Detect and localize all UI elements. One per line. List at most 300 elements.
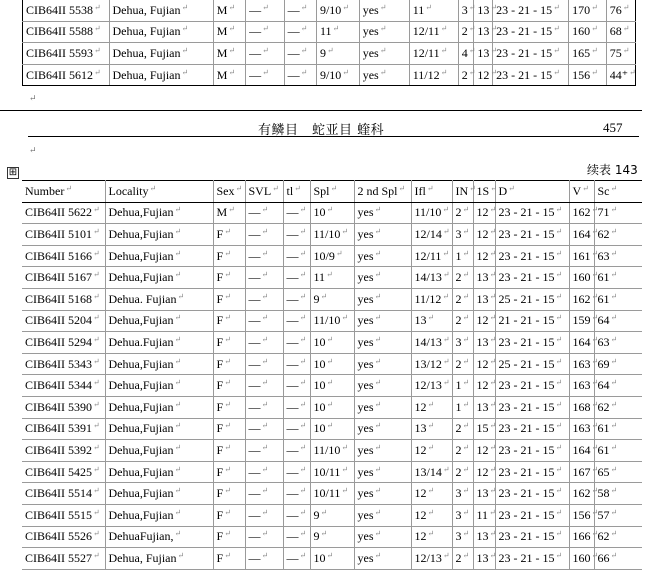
cell-end-mark: ↵ [489, 442, 497, 452]
in-cell-text: 4 [461, 45, 468, 60]
cell-end-mark: ↵ [582, 183, 589, 193]
second-spl-cell-text: yes [357, 378, 374, 393]
cell-end-mark: ↵ [228, 2, 236, 12]
cell-end-mark: ↵ [341, 313, 349, 323]
1s-cell-text: 13 [476, 334, 489, 349]
1s-column-header-text: 1S [476, 183, 490, 198]
cell-end-mark: ↵ [262, 45, 269, 55]
table-row [22, 418, 642, 440]
sc-cell-text: 57 [597, 507, 610, 522]
ifl-cell [411, 310, 452, 332]
cell-end-mark: ↵ [610, 270, 618, 280]
second-spl-cell-text: yes [357, 313, 374, 328]
cell-end-mark: ↵ [489, 464, 497, 474]
spl-cell-text: 11 [319, 24, 332, 39]
sex-cell [213, 310, 245, 332]
svl-cell-text: — [248, 399, 261, 414]
cell-end-mark: ↵ [508, 183, 515, 193]
cell-end-mark: ↵ [489, 529, 497, 539]
cell-end-mark: ↵ [555, 529, 563, 539]
second-spl-cell [354, 504, 411, 526]
cell-end-mark: ↵ [555, 248, 563, 258]
spl-cell [310, 267, 354, 289]
cell-end-mark: ↵ [610, 248, 618, 258]
svl-cell-text: — [248, 205, 261, 220]
v-cell [569, 64, 607, 86]
1s-cell [473, 288, 495, 310]
cell-end-mark: ↵ [629, 67, 636, 77]
ifl-cell [411, 288, 452, 310]
d-cell [495, 396, 569, 418]
cell-end-mark: ↵ [462, 529, 470, 539]
cell-end-mark: ↵ [299, 464, 307, 474]
table-header-row [22, 181, 642, 203]
locality-cell [105, 440, 213, 462]
cell-end-mark: ↵ [181, 24, 189, 34]
locality-cell-text: Dehua,Fujian [108, 507, 174, 522]
cell-end-mark: ↵ [299, 399, 307, 409]
ifl-cell-text: 12 [414, 486, 427, 501]
cell-end-mark: ↵ [224, 442, 231, 452]
1s-cell-text: 12 [476, 248, 489, 263]
svl-cell [245, 353, 283, 375]
locality-cell [105, 353, 213, 375]
sc-cell-text: 61 [597, 421, 610, 436]
cell-end-mark: ↵ [462, 313, 470, 323]
spl-cell-text: 10 [313, 334, 326, 349]
cell-end-mark: ↵ [591, 45, 598, 55]
1s-cell-text: 13 [476, 270, 489, 285]
locality-cell-text: DehuaFujian, [108, 529, 174, 544]
svl-cell [245, 375, 283, 397]
spl-cell [310, 526, 354, 548]
cell-end-mark: ↵ [462, 248, 470, 258]
cell-end-mark: ↵ [610, 421, 618, 431]
number-cell-text: CIB64II 5425 [25, 464, 92, 479]
cell-end-mark: ↵ [174, 399, 182, 409]
in-cell [452, 375, 473, 397]
tl-cell [283, 267, 310, 289]
ifl-cell [411, 267, 452, 289]
cell-end-mark: ↵ [374, 334, 382, 344]
number-cell [22, 332, 105, 354]
cell-end-mark: ↵ [299, 486, 307, 496]
v-cell [569, 0, 607, 21]
v-cell-text: 160 [572, 550, 591, 565]
table-row [22, 440, 642, 462]
cell-end-mark: ↵ [490, 67, 498, 77]
cell-end-mark: ↵ [425, 2, 432, 12]
sc-cell [591, 332, 642, 354]
cell-end-mark: ↵ [93, 442, 100, 452]
ifl-cell [411, 526, 452, 548]
cell-end-mark: ↵ [379, 24, 387, 34]
ifl-cell [411, 375, 452, 397]
ifl-cell-text: 11 [412, 2, 425, 17]
1s-cell-text: 13 [476, 291, 489, 306]
second-spl-cell-text: yes [357, 464, 374, 479]
second-spl-column-header [354, 181, 411, 203]
spl-cell-text: 9/10 [319, 67, 342, 82]
locality-cell [105, 418, 213, 440]
ifl-cell [411, 353, 452, 375]
1s-cell [473, 353, 495, 375]
svl-cell-text: — [248, 486, 261, 501]
cell-end-mark: ↵ [261, 529, 269, 539]
cell-end-mark: ↵ [489, 550, 497, 560]
sc-cell [591, 353, 642, 375]
cell-end-mark: ↵ [93, 421, 100, 431]
cell-end-mark: ↵ [341, 226, 349, 236]
cell-end-mark: ↵ [228, 45, 236, 55]
in-cell [458, 64, 474, 86]
cell-end-mark: ↵ [299, 442, 307, 452]
tl-cell-text: — [286, 356, 299, 371]
cell-end-mark: ↵ [462, 399, 470, 409]
table-row [22, 288, 642, 310]
svl-cell [245, 461, 283, 483]
cell-end-mark: ↵ [299, 529, 307, 539]
locality-cell-text: Dehua,Fujian [108, 399, 174, 414]
sex-cell-text: F [216, 550, 224, 565]
tl-cell-text: — [287, 2, 300, 17]
ifl-cell-text: 12/13 [414, 550, 442, 565]
1s-cell-text: 12 [476, 378, 489, 393]
cell-end-mark: ↵ [555, 550, 563, 560]
locality-cell [105, 504, 213, 526]
v-cell [569, 461, 599, 483]
svl-cell [245, 202, 283, 224]
second-spl-cell [359, 21, 409, 43]
spl-cell [316, 64, 359, 86]
1s-cell-text: 12 [476, 205, 489, 220]
v-cell-text: 160 [572, 24, 591, 39]
cell-end-mark: ↵ [326, 421, 334, 431]
in-cell-text: 2 [455, 205, 462, 220]
number-cell [22, 504, 105, 526]
d-cell [495, 310, 569, 332]
svl-cell [245, 483, 283, 505]
cell-end-mark: ↵ [555, 486, 563, 496]
locality-cell [105, 483, 213, 505]
sc-cell [591, 504, 642, 526]
spl-cell [310, 245, 354, 267]
tl-cell-text: — [286, 550, 299, 565]
cell-end-mark: ↵ [591, 67, 598, 77]
spl-cell-text: 9/10 [319, 2, 342, 17]
cell-end-mark: ↵ [555, 356, 563, 366]
cell-end-mark: ↵ [299, 356, 307, 366]
cell-end-mark: ↵ [379, 2, 387, 12]
cell-end-mark: ↵ [379, 67, 387, 77]
cell-end-mark: ↵ [489, 334, 497, 344]
cell-end-mark: ↵ [440, 67, 448, 77]
locality-cell [105, 332, 213, 354]
table-row [22, 332, 642, 354]
cell-end-mark: ↵ [374, 248, 382, 258]
cell-end-mark: ↵ [490, 183, 497, 193]
number-cell [22, 440, 105, 462]
cell-end-mark: ↵ [489, 399, 497, 409]
in-cell-text: 2 [455, 421, 462, 436]
ifl-cell-text: 12/11 [412, 45, 440, 60]
sex-cell-text: F [216, 334, 224, 349]
cell-end-mark: ↵ [326, 45, 334, 55]
ifl-cell-text: 14/13 [414, 270, 442, 285]
in-cell [452, 288, 473, 310]
1s-cell-text: 13 [477, 45, 490, 60]
1s-cell-text: 12 [476, 226, 489, 241]
cell-end-mark: ↵ [427, 507, 435, 517]
sex-cell-text: M [216, 2, 228, 17]
cell-end-mark: ↵ [262, 24, 269, 34]
in-cell [452, 310, 473, 332]
locality-cell-text: Dehua, Fujian [112, 24, 181, 39]
sex-cell-text: M [216, 205, 228, 220]
second-spl-cell-text: yes [357, 442, 374, 457]
cell-end-mark: ↵ [299, 378, 307, 388]
cell-end-mark: ↵ [442, 205, 450, 215]
cell-end-mark: ↵ [442, 334, 450, 344]
ifl-cell [411, 332, 452, 354]
number-cell-text: CIB64II 5588 [26, 24, 93, 39]
cell-end-mark: ↵ [379, 45, 387, 55]
cell-end-mark: ↵ [299, 313, 307, 323]
svl-cell-text: — [248, 378, 261, 393]
number-cell [22, 310, 105, 332]
cell-end-mark: ↵ [93, 270, 100, 280]
ifl-cell-text: 12/11 [412, 24, 440, 39]
cell-end-mark: ↵ [591, 334, 599, 344]
in-cell [458, 21, 474, 43]
sc-cell [591, 202, 642, 224]
v-cell-text: 156 [572, 507, 591, 522]
ifl-cell [411, 418, 452, 440]
sex-cell-text: F [216, 421, 224, 436]
sc-cell-text: 58 [597, 486, 610, 501]
number-cell-text: CIB64II 5514 [25, 486, 92, 501]
cell-end-mark: ↵ [374, 270, 382, 280]
cell-end-mark: ↵ [174, 378, 182, 388]
tl-cell [283, 396, 310, 418]
sex-column-header-text: Sex [216, 183, 235, 198]
second-spl-cell [354, 267, 411, 289]
1s-column-header [473, 181, 495, 203]
cell-end-mark: ↵ [261, 291, 269, 301]
ifl-cell [409, 64, 458, 86]
ifl-cell [411, 504, 452, 526]
spl-cell-text: 10 [313, 378, 326, 393]
svl-cell [246, 21, 285, 43]
sc-cell [591, 461, 642, 483]
cell-end-mark: ↵ [262, 67, 269, 77]
table-row [23, 0, 636, 21]
1s-cell [474, 43, 498, 65]
d-cell [495, 483, 569, 505]
sc-cell-text: 66 [597, 550, 610, 565]
in-cell-text: 2 [455, 464, 462, 479]
locality-cell-text: Dehua,Fujian [108, 486, 174, 501]
sc-cell-text: 69 [597, 356, 610, 371]
tl-cell [283, 288, 310, 310]
ifl-cell [411, 245, 452, 267]
cell-end-mark: ↵ [326, 378, 334, 388]
cell-end-mark: ↵ [591, 313, 599, 323]
cell-end-mark: ↵ [553, 2, 560, 12]
sc-column-header [594, 181, 642, 203]
svl-cell [246, 64, 285, 86]
svl-cell-text: — [248, 334, 261, 349]
second-spl-cell [354, 396, 411, 418]
second-spl-cell-text: yes [357, 550, 374, 565]
in-cell-text: 2 [461, 24, 468, 39]
spl-cell [316, 0, 359, 21]
number-cell-text: CIB64II 5101 [25, 226, 92, 241]
locality-cell-text: Dehua. Fujian [108, 291, 177, 306]
locality-cell [105, 288, 213, 310]
cell-end-mark: ↵ [261, 421, 269, 431]
in-cell-text: 2 [455, 313, 462, 328]
in-cell-text: 2 [455, 550, 462, 565]
d-cell [495, 288, 569, 310]
1s-cell [473, 224, 495, 246]
second-spl-cell-text: yes [357, 270, 374, 285]
1s-cell-text: 12 [476, 313, 489, 328]
cell-end-mark: ↵ [622, 45, 630, 55]
cell-end-mark: ↵ [622, 2, 630, 12]
cell-end-mark: ↵ [440, 45, 448, 55]
cell-end-mark: ↵ [374, 205, 382, 215]
cell-end-mark: ↵ [374, 550, 382, 560]
v-cell [569, 526, 599, 548]
sex-cell [213, 202, 245, 224]
svl-cell-text: — [248, 226, 261, 241]
locality-cell [105, 202, 213, 224]
d-cell-text: 23 - 21 - 15 [498, 421, 555, 436]
v-cell [569, 21, 607, 43]
in-cell-text: 2 [455, 291, 462, 306]
in-cell [452, 418, 473, 440]
spl-cell [310, 396, 354, 418]
spl-cell [310, 504, 354, 526]
cell-end-mark: ↵ [174, 270, 182, 280]
v-cell-text: 164 [572, 226, 591, 241]
sex-cell-text: F [216, 507, 224, 522]
cell-end-mark: ↵ [555, 442, 563, 452]
sc-cell-text: 75 [609, 45, 622, 60]
sex-cell [213, 0, 245, 21]
cell-end-mark: ↵ [224, 313, 231, 323]
cell-end-mark: ↵ [555, 378, 563, 388]
ifl-cell [411, 548, 452, 570]
in-cell-text: 3 [461, 2, 468, 17]
d-cell [493, 64, 569, 86]
sex-cell-text: F [216, 248, 224, 263]
svl-cell-text: — [248, 550, 261, 565]
ifl-cell-text: 12/14 [414, 226, 442, 241]
in-cell [452, 245, 473, 267]
ifl-cell [409, 0, 458, 21]
number-cell-text: CIB64II 5390 [25, 399, 92, 414]
cell-end-mark: ↵ [174, 226, 182, 236]
cell-end-mark: ↵ [462, 421, 470, 431]
spl-cell-text: 9 [313, 507, 320, 522]
v-cell [569, 224, 599, 246]
cell-end-mark: ↵ [374, 399, 382, 409]
cell-end-mark: ↵ [326, 334, 334, 344]
svl-cell [246, 0, 285, 21]
cell-end-mark: ↵ [591, 226, 599, 236]
spl-column-header [310, 181, 354, 203]
sc-cell [591, 440, 642, 462]
cell-end-mark: ↵ [181, 2, 189, 12]
number-cell-text: CIB64II 5204 [25, 313, 92, 328]
d-cell [495, 202, 569, 224]
cell-end-mark: ↵ [442, 248, 450, 258]
sex-cell-text: M [216, 45, 228, 60]
cell-end-mark: ↵ [442, 378, 450, 388]
sex-cell [213, 396, 245, 418]
spl-cell-text: 11 [313, 270, 326, 285]
tl-cell [283, 461, 310, 483]
1s-cell [474, 0, 498, 21]
svl-cell-text: — [249, 24, 262, 39]
number-cell [22, 461, 105, 483]
cell-end-mark: ↵ [320, 529, 328, 539]
sex-cell-text: F [216, 442, 224, 457]
locality-cell [105, 310, 213, 332]
d-cell [495, 504, 569, 526]
second-spl-cell-text: yes [362, 67, 379, 82]
sc-cell-text: 61 [597, 270, 610, 285]
cell-end-mark: ↵ [300, 45, 308, 55]
d-cell [495, 332, 569, 354]
d-cell [495, 224, 569, 246]
cell-end-mark: ↵ [462, 205, 470, 215]
spl-cell-text: 9 [313, 291, 320, 306]
sex-cell [213, 483, 245, 505]
cell-end-mark: ↵ [272, 183, 279, 193]
d-column-header [495, 181, 569, 203]
cell-end-mark: ↵ [610, 291, 618, 301]
1s-cell-text: 15 [476, 421, 489, 436]
paragraph-mark: ↵ [29, 145, 37, 155]
v-cell-text: 167 [572, 464, 591, 479]
second-spl-cell [354, 483, 411, 505]
in-cell-text: 3 [455, 334, 462, 349]
cell-end-mark: ↵ [224, 270, 231, 280]
cell-end-mark: ↵ [174, 464, 182, 474]
cell-end-mark: ↵ [93, 291, 100, 301]
cell-end-mark: ↵ [622, 24, 630, 34]
sex-cell-text: F [216, 356, 224, 371]
cell-end-mark: ↵ [610, 529, 618, 539]
ifl-cell-text: 12 [414, 507, 427, 522]
1s-cell [473, 396, 495, 418]
second-spl-cell-text: yes [362, 45, 379, 60]
svl-cell-text: — [248, 421, 261, 436]
ifl-cell [411, 483, 452, 505]
continued-table-label: 续表 143 [587, 163, 638, 177]
in-cell [452, 548, 473, 570]
sex-cell-text: F [216, 529, 224, 544]
cell-end-mark: ↵ [224, 421, 231, 431]
sex-cell [213, 245, 245, 267]
tl-cell [283, 526, 310, 548]
table-move-handle-icon[interactable]: ⊞ [8, 167, 18, 178]
ifl-cell [409, 43, 458, 65]
sex-cell [213, 267, 245, 289]
